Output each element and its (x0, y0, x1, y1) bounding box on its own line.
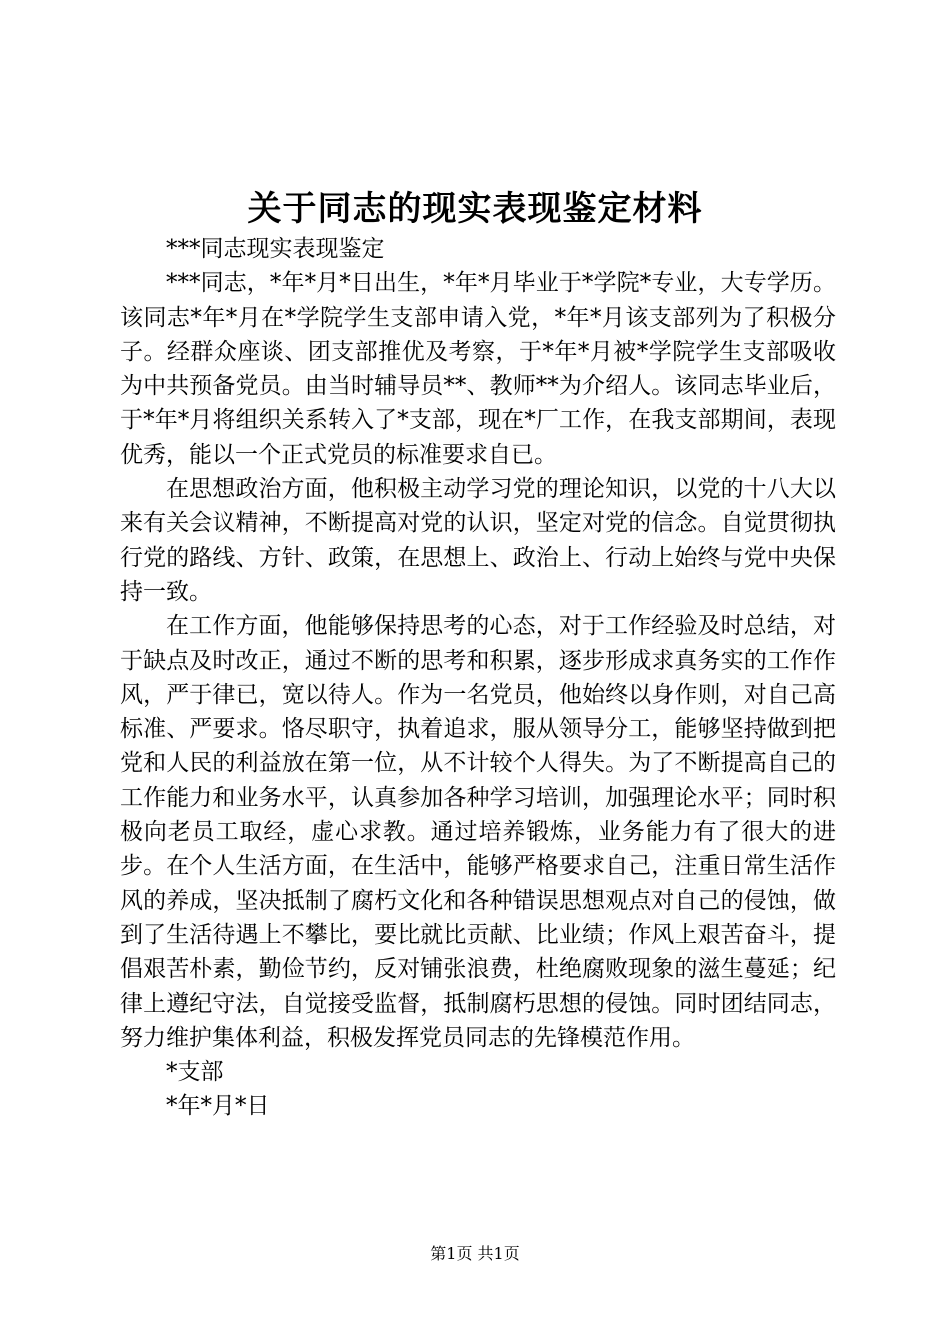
document-subheading: ***同志现实表现鉴定 (166, 236, 385, 262)
page-footer: 第1页 共1页 (430, 1244, 520, 1263)
signature-branch: *支部 (166, 1059, 224, 1086)
document-body (120, 232, 836, 1124)
paragraph-intro: ***同志，*年*月*日出生，*年*月毕业于*学院*专业，大专学历。该同志*年*月在*学院学生支部申请入党，*年*月该支部列为了积极分子。经群众座谈、团支部推优及考察，于*年*月被*学院学生支部吸收为中共预备党员。由当时辅导员**、教师**为介绍人。该同志毕业后，于*年*月将组织关系转入了*支部，现在*厂工作，在我支部期间，表现优秀，能以一个正式党员的标准要求自已。 (120, 270, 836, 468)
signature-date: *年*月*日 (166, 1093, 270, 1120)
paragraph-work: 在工作方面，他能够保持思考的心态，对于工作经验及时总结，对于缺点及时改正，通过不断的思考和积累，逐步形成求真务实的工作作风，严于律已，宽以待人。作为一名党员，他始终以身作则，对自己高标准、严要求。恪尽职守，执着追求，服从领导分工，能够坚持做到把党和人民的利益放在第一位，从不计较个人得失。为了不断提高自己的工作能力和业务水平，认真参加各种学习培训，加强理论水平；同时积极向老员工取经，虚心求教。通过培养锻炼，业务能力有了很大的进步。在个人生活方面，在生活中，能够严格要求自己，注重日常生活作风的养成，坚决抵制了腐朽文化和各种错误思想观点对自己的侵蚀，做到了生活待遇上不攀比，要比就比贡献、比业绩；作风上艰苦奋斗，提倡艰苦朴素，勤俭节约，反对铺张浪费，杜绝腐败现象的滋生蔓延；纪律上遵纪守法，自觉接受监督，抵制腐朽思想的侵蚀。同时团结同志，努力维护集体利益，积极发挥党员同志的先锋模范作用。 (120, 613, 836, 1051)
paragraph-political: 在思想政治方面，他积极主动学习党的理论知识，以党的十八大以来有关会议精神，不断提高对党的认识，坚定对党的信念。自觉贯彻执行党的路线、方针、政策，在思想上、政治上、行动上始终与党中央保持一致。 (120, 476, 836, 605)
document-title: 关于同志的现实表现鉴定材料 (247, 189, 703, 229)
